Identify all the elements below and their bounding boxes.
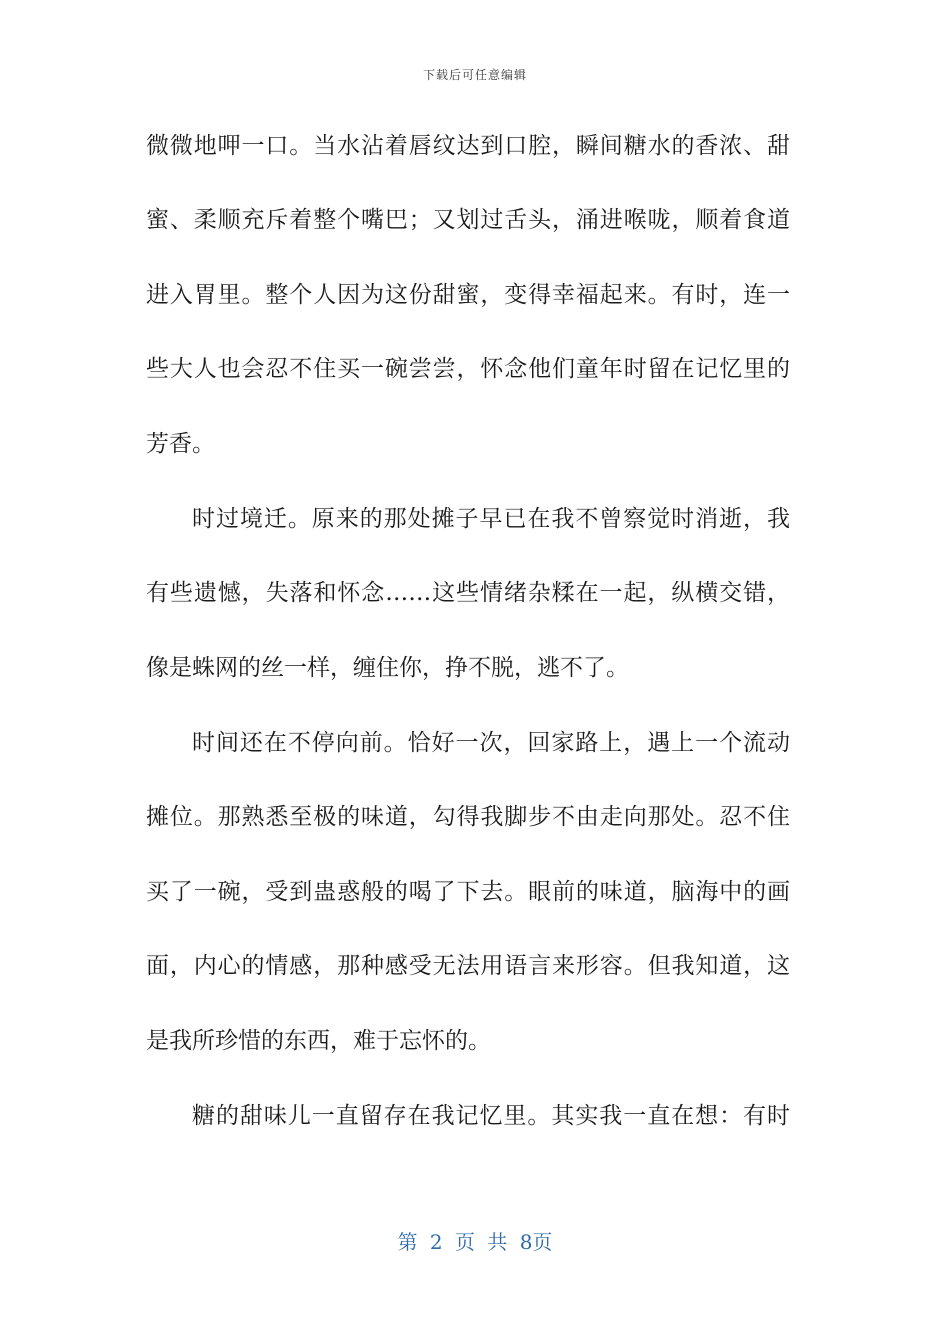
text-line: 芳香。 bbox=[146, 431, 215, 457]
text-line: 摊位。那熟悉至极的味道，勾得我脚步不由走向那处。忍不住 bbox=[146, 804, 790, 830]
text-line: 面，内心的情感，那种感受无法用语言来形容。但我知道，这 bbox=[146, 953, 790, 979]
text-line: 糖的甜味儿一直留存在我记忆里。其实我一直在想：有时 bbox=[192, 1103, 790, 1129]
text-line: 进入胃里。整个人因为这份甜蜜，变得幸福起来。有时，连一 bbox=[146, 282, 790, 308]
text-line: 买了一碗，受到蛊惑般的喝了下去。眼前的味道，脑海中的画 bbox=[146, 879, 790, 905]
text-line: 蜜、柔顺充斥着整个嘴巴；又划过舌头，涌进喉咙，顺着食道 bbox=[146, 207, 790, 233]
page-header: 下载后可任意编辑 bbox=[422, 68, 527, 82]
text-line: 时间还在不停向前。恰好一次，回家路上，遇上一个流动 bbox=[192, 730, 790, 756]
text-line: 是我所珍惜的东西，难于忘怀的。 bbox=[146, 1028, 491, 1054]
text-line: 些大人也会忍不住买一碗尝尝，怀念他们童年时留在记忆里的 bbox=[146, 356, 790, 382]
page-footer: 第 2 页 共 8页 bbox=[397, 1230, 553, 1254]
text-line: 像是蛛网的丝一样，缠住你，挣不脱，逃不了。 bbox=[146, 655, 629, 681]
text-line: 微微地呷一口。当水沾着唇纹达到口腔，瞬间糖水的香浓、甜 bbox=[146, 133, 790, 159]
text-line: 有些遗憾，失落和怀念……这些情绪杂糅在一起，纵横交错， bbox=[146, 580, 790, 606]
text-line: 时过境迁。原来的那处摊子早已在我不曾察觉时消逝，我 bbox=[192, 506, 790, 532]
